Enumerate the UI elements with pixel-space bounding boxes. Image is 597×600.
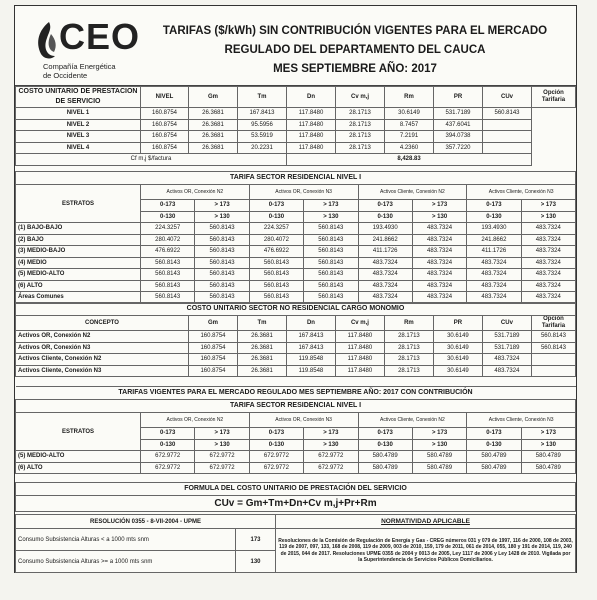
range-header: > 130 — [521, 439, 575, 451]
table-row — [16, 331, 576, 343]
table-cell: 26.3681 — [189, 142, 238, 154]
table-cell: 560.8143 — [195, 234, 249, 246]
table-cell: 167.8413 — [286, 331, 335, 343]
table-cell: 672.9772 — [141, 462, 195, 474]
company-logo — [29, 14, 149, 84]
table-row — [16, 108, 576, 120]
unit-cost-table: COSTO UNITARIO DE PRESTACION DE SERVICIO NIVEL Gm Tm Dn Cv m,j Rm PR CUv Opción Tarifaria NIVEL 1 160.8754 26.3681 167.8413 117.8480 28.1713 30.6149 531.7189 560.8143 NIVEL 2 160.8754 26.3681 95.5956 117.8480 28.1713 8.7457 437.6041 NIVEL 3 160.8754 26.3681 53.5919 117.8480 28.1713 7.2191 394.0738 NIVEL 4 160.8754 26.3681 20.2231 117.8480 28.1713 4.2360 357.7220 Cf m,j $/factura 8,428.83 — [15, 86, 576, 166]
table-cell: 280.4072 — [141, 234, 195, 246]
table-cell: 224.3257 — [249, 223, 303, 235]
range-header: > 130 — [412, 439, 466, 451]
table-cell — [531, 365, 575, 377]
estratos-header: ESTRATOS — [16, 413, 141, 451]
table-cell: 531.7189 — [434, 108, 483, 120]
table-cell: 560.8143 — [195, 257, 249, 269]
table-cell: NIVEL 3 — [16, 131, 141, 143]
table-cell: 580.4789 — [467, 462, 521, 474]
table-cell: 672.9772 — [141, 451, 195, 463]
table-cell: 160.8754 — [141, 108, 189, 120]
table-cell: 672.9772 — [195, 451, 249, 463]
logo-subtitle: Compañía Energética de Occidente — [43, 62, 116, 80]
column-header: Dn — [286, 316, 335, 331]
table-cell: 476.6922 — [141, 246, 195, 258]
table-cell: 483.7324 — [412, 269, 466, 281]
resolution-label: RESOLUCIÓN 0355 - 8-VII-2004 - UPME — [16, 515, 276, 529]
range-header: > 173 — [521, 200, 575, 212]
table-cell: 560.8143 — [141, 269, 195, 281]
table-cell: 560.8143 — [249, 280, 303, 292]
table-cell: 160.8754 — [189, 331, 238, 343]
table-cell: Áreas Comunes — [16, 292, 141, 304]
table-cell: 483.7324 — [467, 257, 521, 269]
table-cell: 483.7324 — [412, 292, 466, 304]
table-cell: 119.8548 — [286, 365, 335, 377]
table-cell: 411.1726 — [467, 246, 521, 258]
table-row — [16, 142, 576, 154]
table-cell: 26.3681 — [189, 108, 238, 120]
table-cell: 160.8754 — [189, 354, 238, 366]
subsistence-low-value: 173 — [236, 529, 276, 551]
table-cell: NIVEL 4 — [16, 142, 141, 154]
subsistence-low: Consumo Subsistencia Alturas < a 1000 mts snm — [16, 529, 236, 551]
table-cell: 483.7324 — [412, 234, 466, 246]
table-cell: 117.8480 — [335, 354, 384, 366]
tariff-sheet — [14, 5, 577, 573]
table-cell: 560.8143 — [304, 280, 358, 292]
table-cell: 531.7189 — [482, 331, 531, 343]
table-cell: 241.8662 — [358, 234, 412, 246]
range-header: 0-130 — [358, 211, 412, 223]
table-cell: (3) MEDIO-BAJO — [16, 246, 141, 258]
range-header: > 130 — [304, 439, 358, 451]
table-cell: 30.6149 — [433, 342, 482, 354]
table-cell: 8.7457 — [385, 119, 434, 131]
table-cell: 483.7324 — [412, 257, 466, 269]
table-cell: 483.7324 — [521, 292, 575, 304]
table-cell — [483, 119, 532, 131]
table-cell: 28.1713 — [384, 331, 433, 343]
table-row — [16, 269, 576, 281]
table-cell: 26.3681 — [237, 331, 286, 343]
table-cell: 4.2360 — [385, 142, 434, 154]
range-header: > 130 — [521, 211, 575, 223]
range-header: 0-173 — [358, 428, 412, 440]
table-cell: 28.1713 — [384, 354, 433, 366]
range-header: 0-173 — [467, 428, 521, 440]
table-cell: 160.8754 — [189, 365, 238, 377]
table-row — [16, 234, 576, 246]
table-row — [16, 119, 576, 131]
table-cell: 483.7324 — [482, 365, 531, 377]
table-cell: 26.3681 — [189, 131, 238, 143]
table-row — [16, 131, 576, 143]
table-cell: 117.8480 — [287, 142, 336, 154]
range-header: 0-173 — [467, 200, 521, 212]
range-header: 0-173 — [249, 428, 303, 440]
table-cell: 560.8143 — [531, 331, 575, 343]
table-cell: 580.4789 — [358, 462, 412, 474]
table-cell: Activos Cliente, Conexión N3 — [16, 365, 189, 377]
table-cell: 560.8143 — [483, 108, 532, 120]
header — [15, 6, 576, 86]
estratos-header: ESTRATOS — [16, 185, 141, 223]
table-row — [16, 451, 576, 463]
table-row — [16, 257, 576, 269]
table-cell: 160.8754 — [141, 142, 189, 154]
table-row — [16, 462, 576, 474]
table-cell — [531, 354, 575, 366]
norm-text: Resoluciones de la Comisión de Regulación de Energía y Gas - CREG números 031 y 079 de 1997, 116 de 2000, 108 de 2003, 119 de 2007, 097, 133, 168 de 2008, 119 de 2009, 003 de 2010, 159, 179 de 2011, 061 de 2014, 055, 180 y 191 de 2014, 119, 240 de 2015, 044 de 2017. Resoluciones UPME 0355 de 2004 y 0013 de 2005, Ley 1117 de 2006 y Ley 1428 de 2010. Vigilada por la Superintendencia de Servicios Públicos Domiciliarios. — [276, 529, 576, 573]
table-cell: 117.8480 — [335, 342, 384, 354]
table-cell: 483.7324 — [521, 223, 575, 235]
table-cell: 483.7324 — [521, 280, 575, 292]
fixed-charge-value: 8,428.83 — [287, 154, 532, 166]
table-cell: (6) ALTO — [16, 462, 141, 474]
table-cell: 560.8143 — [249, 257, 303, 269]
table-cell: 30.6149 — [433, 331, 482, 343]
range-header: > 173 — [195, 200, 249, 212]
table-cell: 560.8143 — [141, 257, 195, 269]
table-row — [16, 246, 576, 258]
table-cell: 160.8754 — [141, 131, 189, 143]
table-cell: 30.6149 — [433, 354, 482, 366]
column-header: CUv — [482, 316, 531, 331]
range-header: 0-173 — [141, 428, 195, 440]
range-header: 0-173 — [358, 200, 412, 212]
table-cell: 117.8480 — [287, 119, 336, 131]
unit-cost-label: COSTO UNITARIO DE PRESTACION DE SERVICIO — [16, 87, 141, 108]
table-cell: 560.8143 — [195, 269, 249, 281]
range-header: 0-130 — [249, 439, 303, 451]
table-cell: 26.3681 — [237, 354, 286, 366]
table-cell: 560.8143 — [141, 292, 195, 304]
table-row — [16, 342, 576, 354]
table-cell: 560.8143 — [304, 292, 358, 304]
table-row — [16, 280, 576, 292]
formula-block — [15, 482, 576, 512]
range-header: 0-130 — [141, 439, 195, 451]
column-header: Gm — [189, 316, 238, 331]
table-cell: 280.4072 — [249, 234, 303, 246]
table-cell: 560.8143 — [195, 223, 249, 235]
range-header: > 130 — [195, 211, 249, 223]
table-cell: 28.1713 — [336, 142, 385, 154]
contribution-title: TARIFAS VIGENTES PARA EL MERCADO REGULADO MES SEPTIEMBRE AÑO: 2017 CON CONTRIBUCIÓN — [16, 387, 576, 400]
table-cell: 20.2231 — [238, 142, 287, 154]
table-cell: 53.5919 — [238, 131, 287, 143]
column-header: Opción Tarifaria — [531, 316, 575, 331]
table-cell: 241.8662 — [467, 234, 521, 246]
table-cell: 483.7324 — [412, 246, 466, 258]
range-header: > 130 — [412, 211, 466, 223]
non-residential-table — [15, 302, 576, 377]
contribution-subtitle: TARIFA SECTOR RESIDENCIAL NIVEL I — [16, 400, 576, 413]
table-cell: 580.4789 — [467, 451, 521, 463]
table-cell: 224.3257 — [141, 223, 195, 235]
table-cell: (6) ALTO — [16, 280, 141, 292]
table-cell: 95.5956 — [238, 119, 287, 131]
table-cell: 30.6149 — [385, 108, 434, 120]
table-cell: 476.6922 — [249, 246, 303, 258]
table-cell: 411.1726 — [358, 246, 412, 258]
table-cell: 560.8143 — [304, 246, 358, 258]
table-cell: NIVEL 1 — [16, 108, 141, 120]
table-cell: 28.1713 — [384, 342, 433, 354]
fixed-charge-label: Cf m,j $/factura — [16, 154, 287, 166]
table-cell: 580.4789 — [521, 451, 575, 463]
table-cell: 7.2191 — [385, 131, 434, 143]
table-cell: 26.3681 — [237, 342, 286, 354]
table-cell — [483, 131, 532, 143]
table-cell: Activos OR, Conexión N3 — [16, 342, 189, 354]
table-cell: 483.7324 — [358, 280, 412, 292]
table-cell: 580.4789 — [521, 462, 575, 474]
table-row — [16, 354, 576, 366]
table-cell: 28.1713 — [384, 365, 433, 377]
table-cell: 560.8143 — [195, 280, 249, 292]
table-cell: 28.1713 — [336, 108, 385, 120]
table-cell: 117.8480 — [287, 131, 336, 143]
logo-wordmark: CEO — [59, 16, 141, 57]
table-cell: 483.7324 — [482, 354, 531, 366]
column-header: Cv m,j — [335, 316, 384, 331]
table-cell: Activos Cliente, Conexión N2 — [16, 354, 189, 366]
table-cell: 560.8143 — [195, 246, 249, 258]
residential-tariff-title: TARIFA SECTOR RESIDENCIAL NIVEL I — [16, 172, 576, 185]
page-title: TARIFAS ($/kWh) SIN CONTRIBUCIÓN VIGENTES PARA EL MERCADO REGULADO DEL DEPARTAMENTO DEL CAUCA MES SEPTIEMBRE AÑO: 2017 — [162, 25, 548, 75]
table-cell: 160.8754 — [141, 119, 189, 131]
range-header: > 173 — [195, 428, 249, 440]
table-cell: 672.9772 — [304, 451, 358, 463]
table-cell: 193.4930 — [358, 223, 412, 235]
range-header: 0-173 — [141, 200, 195, 212]
table-cell: 672.9772 — [249, 451, 303, 463]
contribution-tariff-table: TARIFAS VIGENTES PARA EL MERCADO REGULADO MES SEPTIEMBRE AÑO: 2017 CON CONTRIBUCIÓN TARIFA SECTOR RESIDENCIAL NIVEL I ESTRATOS Activos OR, Conexión N2 Activos OR, Conexión N3 Activos Cliente, Conexión N2 Activos Cliente, Conexión N3 0-173 > 173 0-173 > 173 0-173 > 173 0-173 > 173 0-130 > 130 0-130 > 130 0-130 > 130 0-130 > 130 (5) MEDIO-ALTO 672.9772 672.9772 672.9772 672.9772 580.4789 580.4789 580.4789 580.4789 (6) ALTO 672.9772 672.9772 672.9772 672.9772 580.4789 580.4789 580.4789 580.4789 — [15, 386, 576, 474]
table-cell: 672.9772 — [304, 462, 358, 474]
range-header: > 173 — [412, 200, 466, 212]
table-cell: 117.8480 — [335, 331, 384, 343]
table-cell: (2) BAJO — [16, 234, 141, 246]
table-cell: 437.6041 — [434, 119, 483, 131]
table-cell — [483, 142, 532, 154]
norm-title: NORMATIVIDAD APLICABLE — [276, 515, 576, 529]
range-header: > 173 — [304, 428, 358, 440]
table-cell: 117.8480 — [287, 108, 336, 120]
table-cell: 560.8143 — [304, 234, 358, 246]
table-row — [16, 223, 576, 235]
formula-expression: CUv = Gm+Tm+Dn+Cv m,j+Pr+Rm — [16, 496, 576, 512]
range-header: > 130 — [195, 439, 249, 451]
table-cell: 672.9772 — [249, 462, 303, 474]
flame-logo-icon — [35, 20, 59, 60]
column-header: PR — [433, 316, 482, 331]
range-header: > 173 — [412, 428, 466, 440]
range-header: 0-130 — [141, 211, 195, 223]
table-cell: 560.8143 — [531, 342, 575, 354]
non-residential-title: COSTO UNITARIO SECTOR NO RESIDENCIAL CARGO MONOMIO — [16, 303, 576, 316]
table-cell: 28.1713 — [336, 131, 385, 143]
table-cell: 483.7324 — [521, 246, 575, 258]
table-cell: 580.4789 — [412, 462, 466, 474]
table-cell: 483.7324 — [467, 292, 521, 304]
table-cell: (5) MEDIO-ALTO — [16, 269, 141, 281]
table-cell: 483.7324 — [521, 234, 575, 246]
table-cell: 580.4789 — [412, 451, 466, 463]
table-cell: 560.8143 — [249, 292, 303, 304]
table-cell: (4) MEDIO — [16, 257, 141, 269]
table-cell: (5) MEDIO-ALTO — [16, 451, 141, 463]
range-header: 0-173 — [249, 200, 303, 212]
column-header: Tm — [237, 316, 286, 331]
subsistence-high-value: 130 — [236, 551, 276, 573]
footer-block — [15, 514, 576, 573]
table-cell: 483.7324 — [467, 269, 521, 281]
table-cell: 560.8143 — [141, 280, 195, 292]
table-cell: 483.7324 — [412, 223, 466, 235]
table-cell: 30.6149 — [433, 365, 482, 377]
table-cell: 560.8143 — [249, 269, 303, 281]
table-cell: 531.7189 — [482, 342, 531, 354]
table-cell: 119.8548 — [286, 354, 335, 366]
table-cell: 560.8143 — [195, 292, 249, 304]
table-cell: 28.1713 — [336, 119, 385, 131]
table-cell: 580.4789 — [358, 451, 412, 463]
table-cell: 483.7324 — [467, 280, 521, 292]
range-header: 0-130 — [467, 211, 521, 223]
column-header: CONCEPTO — [16, 316, 189, 331]
range-header: > 173 — [521, 428, 575, 440]
table-cell: 560.8143 — [304, 269, 358, 281]
table-cell: 26.3681 — [237, 365, 286, 377]
range-header: 0-130 — [467, 439, 521, 451]
table-cell: NIVEL 2 — [16, 119, 141, 131]
range-header: 0-130 — [249, 211, 303, 223]
column-header: Rm — [384, 316, 433, 331]
range-header: 0-130 — [358, 439, 412, 451]
table-cell: Activos OR, Conexión N2 — [16, 331, 189, 343]
table-cell: 483.7324 — [358, 269, 412, 281]
table-cell: 394.0738 — [434, 131, 483, 143]
table-cell: 117.8480 — [335, 365, 384, 377]
table-cell: 160.8754 — [189, 342, 238, 354]
table-cell: 483.7324 — [358, 292, 412, 304]
table-cell: 560.8143 — [304, 257, 358, 269]
table-cell: 672.9772 — [195, 462, 249, 474]
table-cell: 483.7324 — [521, 269, 575, 281]
subsistence-high: Consumo Subsistencia Alturas >= a 1000 mts snm — [16, 551, 236, 573]
table-cell: 560.8143 — [304, 223, 358, 235]
residential-tariff-table: TARIFA SECTOR RESIDENCIAL NIVEL I ESTRATOS Activos OR, Conexión N2 Activos OR, Conexión N3 Activos Cliente, Conexión N2 Activos Cliente, Conexión N3 0-173 > 173 0-173 > 173 0-173 > 173 0-173 > 173 0-130 > 130 0-130 > 130 0-130 > 130 0-130 > 130 (1) BAJO-BAJO 224.3257 560.8143 224.3257 560.8143 193.4930 483.7324 193.4930 483.7324 (2) BAJO 280.4072 560.8143 280.4072 560.8143 241.8662 483.7324 241.8662 483.7324 (3) MEDIO-BAJO 476.6922 560.8143 476.6922 560.8143 411.1726 483.7324 411.1726 483.7324 (4) MEDIO 560.8143 560.8143 560.8143 560.8143 483.7324 483.7324 483.7324 483.7324 (5) MEDIO-ALTO 560.8143 560.8143 560.8143 560.8143 483.7324 483.7324 483.7324 483.7324 (6) ALTO 560.8143 560.8143 560.8143 560.8143 483.7324 483.7324 483.7324 483.7324 Áreas Comunes 560.8143 560.8143 560.8143 560.8143 483.7324 483.7324 483.7324 483.7324 — [15, 171, 576, 304]
table-cell: 483.7324 — [358, 257, 412, 269]
table-cell: 357.7220 — [434, 142, 483, 154]
table-row — [16, 365, 576, 377]
table-cell: 483.7324 — [412, 280, 466, 292]
range-header: > 173 — [304, 200, 358, 212]
formula-title: FORMULA DEL COSTO UNITARIO DE PRESTACIÓN DEL SERVICIO — [16, 483, 576, 496]
table-cell: 167.8413 — [286, 342, 335, 354]
table-cell: 26.3681 — [189, 119, 238, 131]
table-cell: 193.4930 — [467, 223, 521, 235]
table-cell: 483.7324 — [521, 257, 575, 269]
table-cell: 167.8413 — [238, 108, 287, 120]
table-cell: (1) BAJO-BAJO — [16, 223, 141, 235]
range-header: > 130 — [304, 211, 358, 223]
